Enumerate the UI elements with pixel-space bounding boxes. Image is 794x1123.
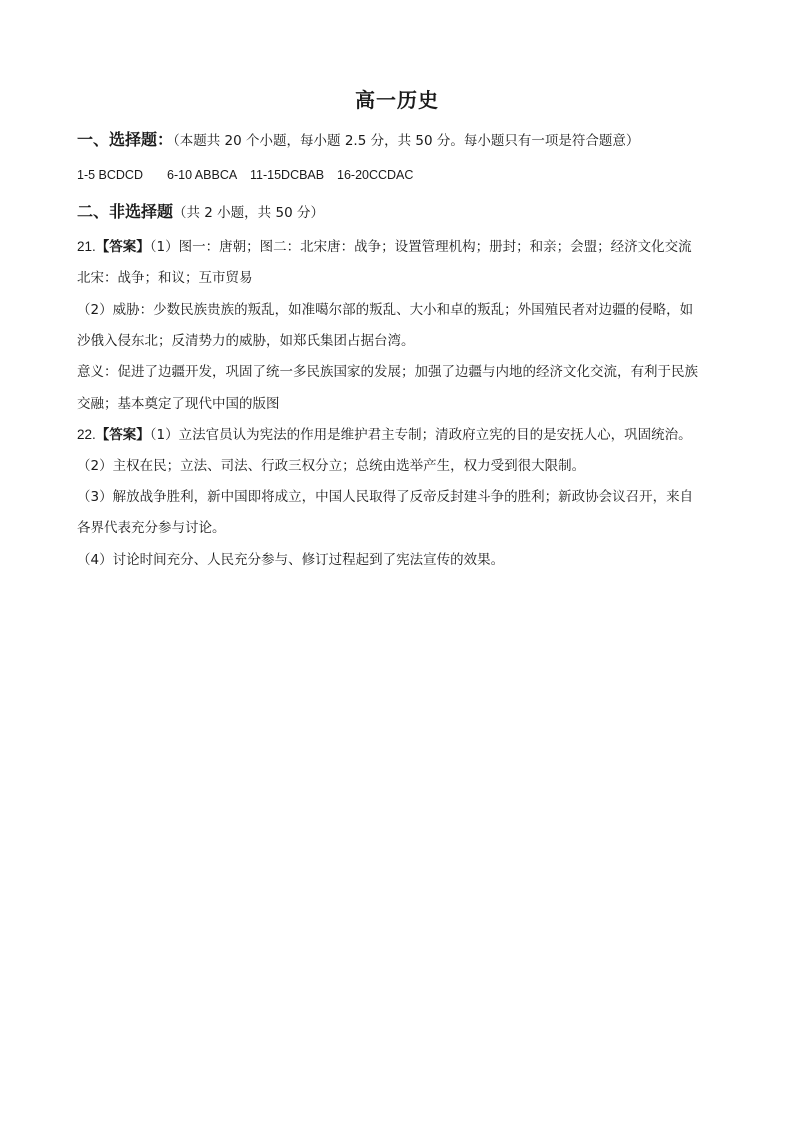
q22-part1-line <box>77 425 692 445</box>
section2-note: （共 2 小题，共 50 分） <box>173 205 324 221</box>
mc-answer-group: 1-5 BCDCD <box>77 168 143 182</box>
q22-part4-line: （4）讨论时间充分、人民充分参与、修订过程起到了宪法宣传的效果。 <box>77 552 505 568</box>
section2-header <box>77 202 324 223</box>
mc-answer-group: 11-15DCBAB <box>250 168 325 182</box>
mc-answers <box>77 165 413 185</box>
section1-heading: 一、选择题： <box>77 130 174 149</box>
q21-answer-tag: 【答案】 <box>95 239 150 255</box>
q22-part3-line1: （3）解放战争胜利，新中国即将成立，中国人民取得了反帝反封建斗争的胜利；新政协会议召开，来自 <box>77 489 694 505</box>
q21-meaning-line2: 交融；基本奠定了现代中国的版图 <box>77 396 280 412</box>
section1-note: （本题共 20 个小题，每小题 2.5 分，共 50 分。每小题只有一项是符合题意） <box>173 133 640 149</box>
q21-number: 21. <box>77 239 96 254</box>
q22-answer-tag: 【答案】 <box>95 427 150 443</box>
page-title: 高一历史 <box>355 88 439 112</box>
q21-part2-line1: （2）威胁：少数民族贵族的叛乱，如准噶尔部的叛乱、大小和卓的叛乱；外国殖民者对边疆的侵略，如 <box>77 302 694 318</box>
q21-meaning-line1: 意义：促进了边疆开发，巩固了统一多民族国家的发展；加强了边疆与内地的经济文化交流，有利于民族 <box>77 364 698 380</box>
mc-answer-group: 16-20CCDAC <box>337 168 414 182</box>
q22-part3-line2: 各界代表充分参与讨论。 <box>77 520 226 536</box>
mc-answer-group: 6-10 ABBCA <box>167 168 238 182</box>
q22-part1-text: （1）立法官员认为宪法的作用是维护君主专制；清政府立宪的目的是安抚人心，巩固统治。 <box>149 427 692 443</box>
section2-heading: 二、非选择题 <box>77 202 174 221</box>
section1-header <box>77 130 639 151</box>
q21-part2-line2: 沙俄入侵东北；反清势力的威胁，如郑氏集团占据台湾。 <box>77 333 415 349</box>
q21-part1-text: （1）图一：唐朝；图二：北宋唐：战争；设置管理机构；册封；和亲；会盟；经济文化交流 <box>149 239 692 255</box>
q21-part1-line2: 北宋：战争；和议；互市贸易 <box>77 270 253 286</box>
q21-part1-line1 <box>77 237 692 257</box>
q22-number: 22. <box>77 427 96 442</box>
q22-part2-line: （2）主权在民；立法、司法、行政三权分立；总统由选举产生，权力受到很大限制。 <box>77 458 586 474</box>
